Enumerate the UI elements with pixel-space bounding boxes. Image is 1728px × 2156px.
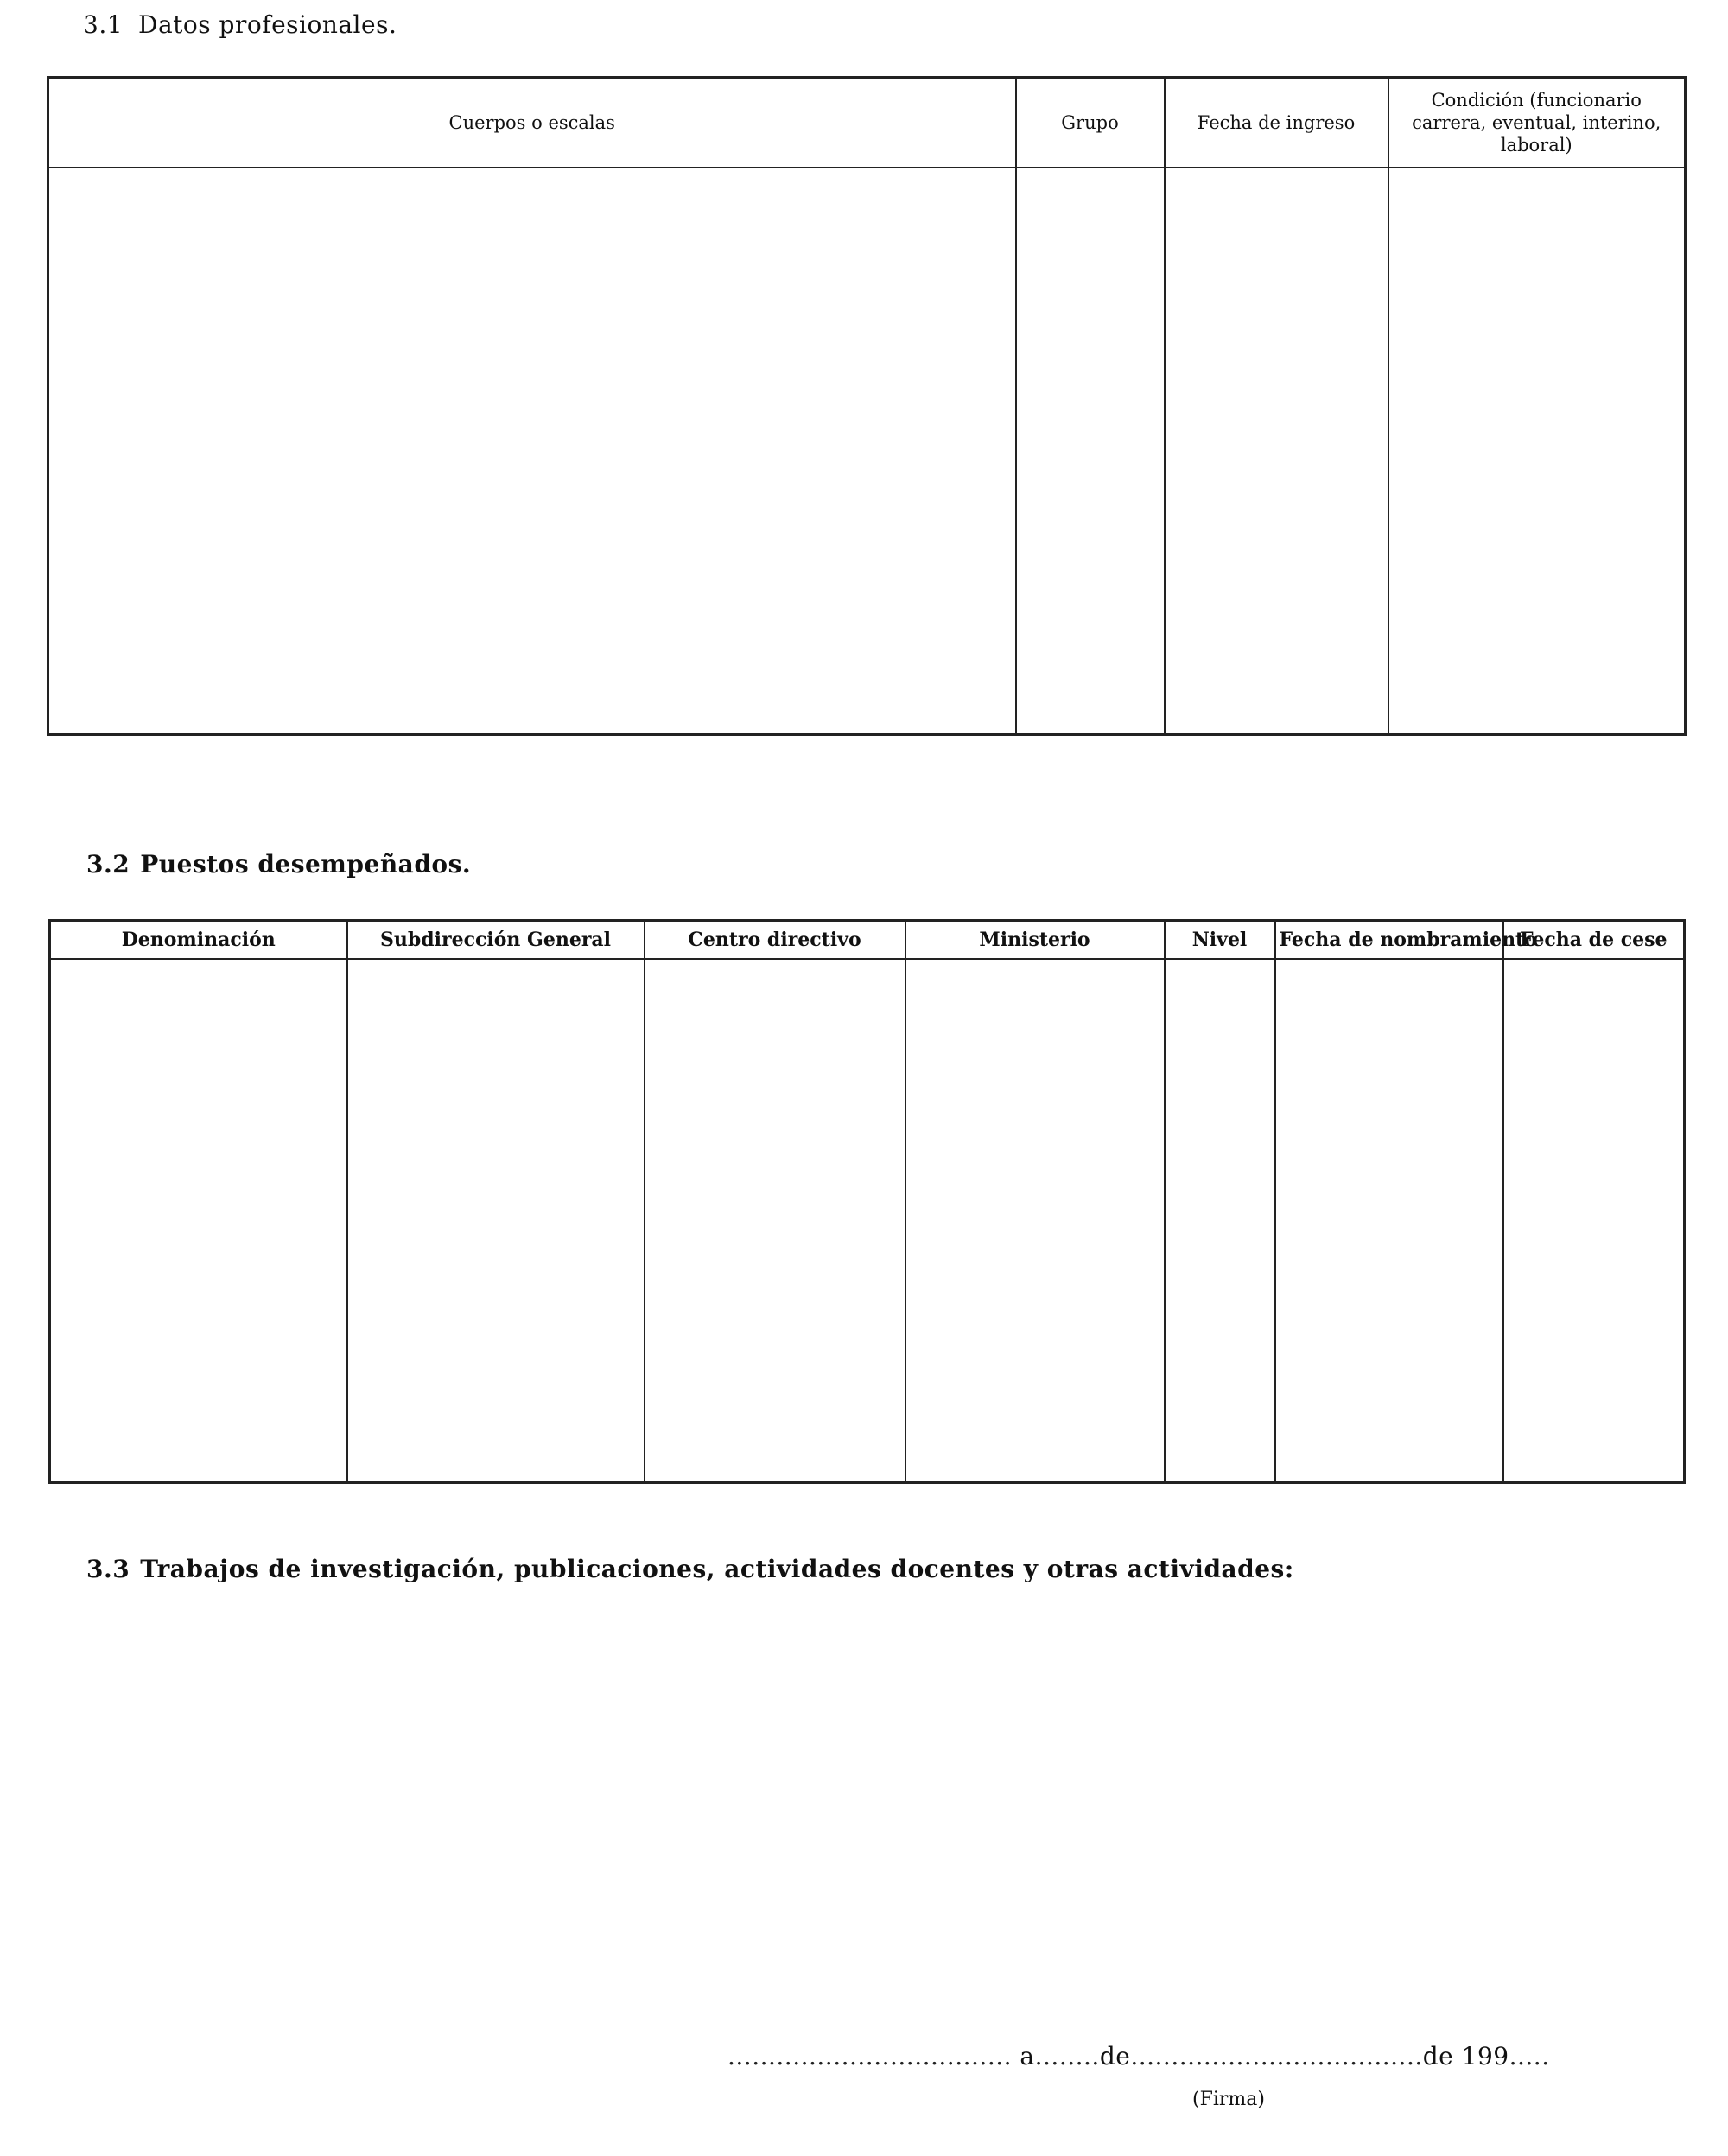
column-header-fecha-cese: Fecha de cese xyxy=(1503,921,1685,960)
column-header-grupo: Grupo xyxy=(1016,78,1165,168)
section-number: 3.1 xyxy=(83,10,124,39)
year-blank[interactable]: ..... xyxy=(1509,2042,1550,2070)
month-blank[interactable]: .................................... xyxy=(1130,2042,1423,2070)
input-cell-condicion[interactable] xyxy=(1388,168,1686,735)
input-cell-subdireccion[interactable] xyxy=(347,959,645,1483)
input-cell-fecha-ingreso[interactable] xyxy=(1165,168,1388,735)
table-row xyxy=(50,959,1685,1483)
column-header-denominacion: Denominación xyxy=(50,921,347,960)
column-header-centro-directivo: Centro directivo xyxy=(645,921,905,960)
column-header-fecha-nombramiento: Fecha de nombramiento xyxy=(1275,921,1503,960)
section-3-2-heading xyxy=(86,850,471,878)
professional-data-table xyxy=(47,76,1687,736)
section-title: Puestos desempeñados. xyxy=(140,850,472,878)
input-cell-fecha-nombramiento[interactable] xyxy=(1275,959,1503,1483)
input-cell-denominacion[interactable] xyxy=(50,959,347,1483)
input-cell-nivel[interactable] xyxy=(1165,959,1275,1483)
input-cell-grupo[interactable] xyxy=(1016,168,1165,735)
column-header-cuerpos: Cuerpos o escalas xyxy=(48,78,1016,168)
column-header-ministerio: Ministerio xyxy=(905,921,1165,960)
input-cell-cuerpos[interactable] xyxy=(48,168,1016,735)
day-blank[interactable]: ........ xyxy=(1034,2042,1100,2070)
section-number: 3.3 xyxy=(86,1555,130,1583)
signature-date-line xyxy=(727,2042,1550,2070)
section-3-3-heading xyxy=(86,1555,1294,1583)
section-title: Trabajos de investigación, publicaciones, actividades docentes y otras actividades: xyxy=(140,1555,1294,1583)
column-header-fecha-ingreso: Fecha de ingreso xyxy=(1165,78,1388,168)
column-header-subdireccion: Subdirección General xyxy=(347,921,645,960)
table-header-row xyxy=(50,921,1685,960)
section-number: 3.2 xyxy=(86,850,130,878)
input-cell-fecha-cese[interactable] xyxy=(1503,959,1685,1483)
table-row xyxy=(48,168,1686,735)
positions-held-table xyxy=(48,919,1686,1484)
place-blank[interactable]: ................................... xyxy=(727,2042,1013,2070)
column-header-nivel: Nivel xyxy=(1165,921,1275,960)
column-header-condicion: Condición (funcionario carrera, eventual, interino, laboral) xyxy=(1388,78,1686,168)
signature-caption: (Firma) xyxy=(1192,2089,1265,2110)
input-cell-ministerio[interactable] xyxy=(905,959,1165,1483)
section-title: Datos profesionales. xyxy=(138,10,397,39)
table-header-row xyxy=(48,78,1686,168)
section-3-1-heading xyxy=(83,10,397,39)
word-a: a xyxy=(1020,2042,1035,2070)
word-de-199: de 199 xyxy=(1422,2042,1509,2070)
word-de: de xyxy=(1099,2042,1131,2070)
input-cell-centro-directivo[interactable] xyxy=(645,959,905,1483)
